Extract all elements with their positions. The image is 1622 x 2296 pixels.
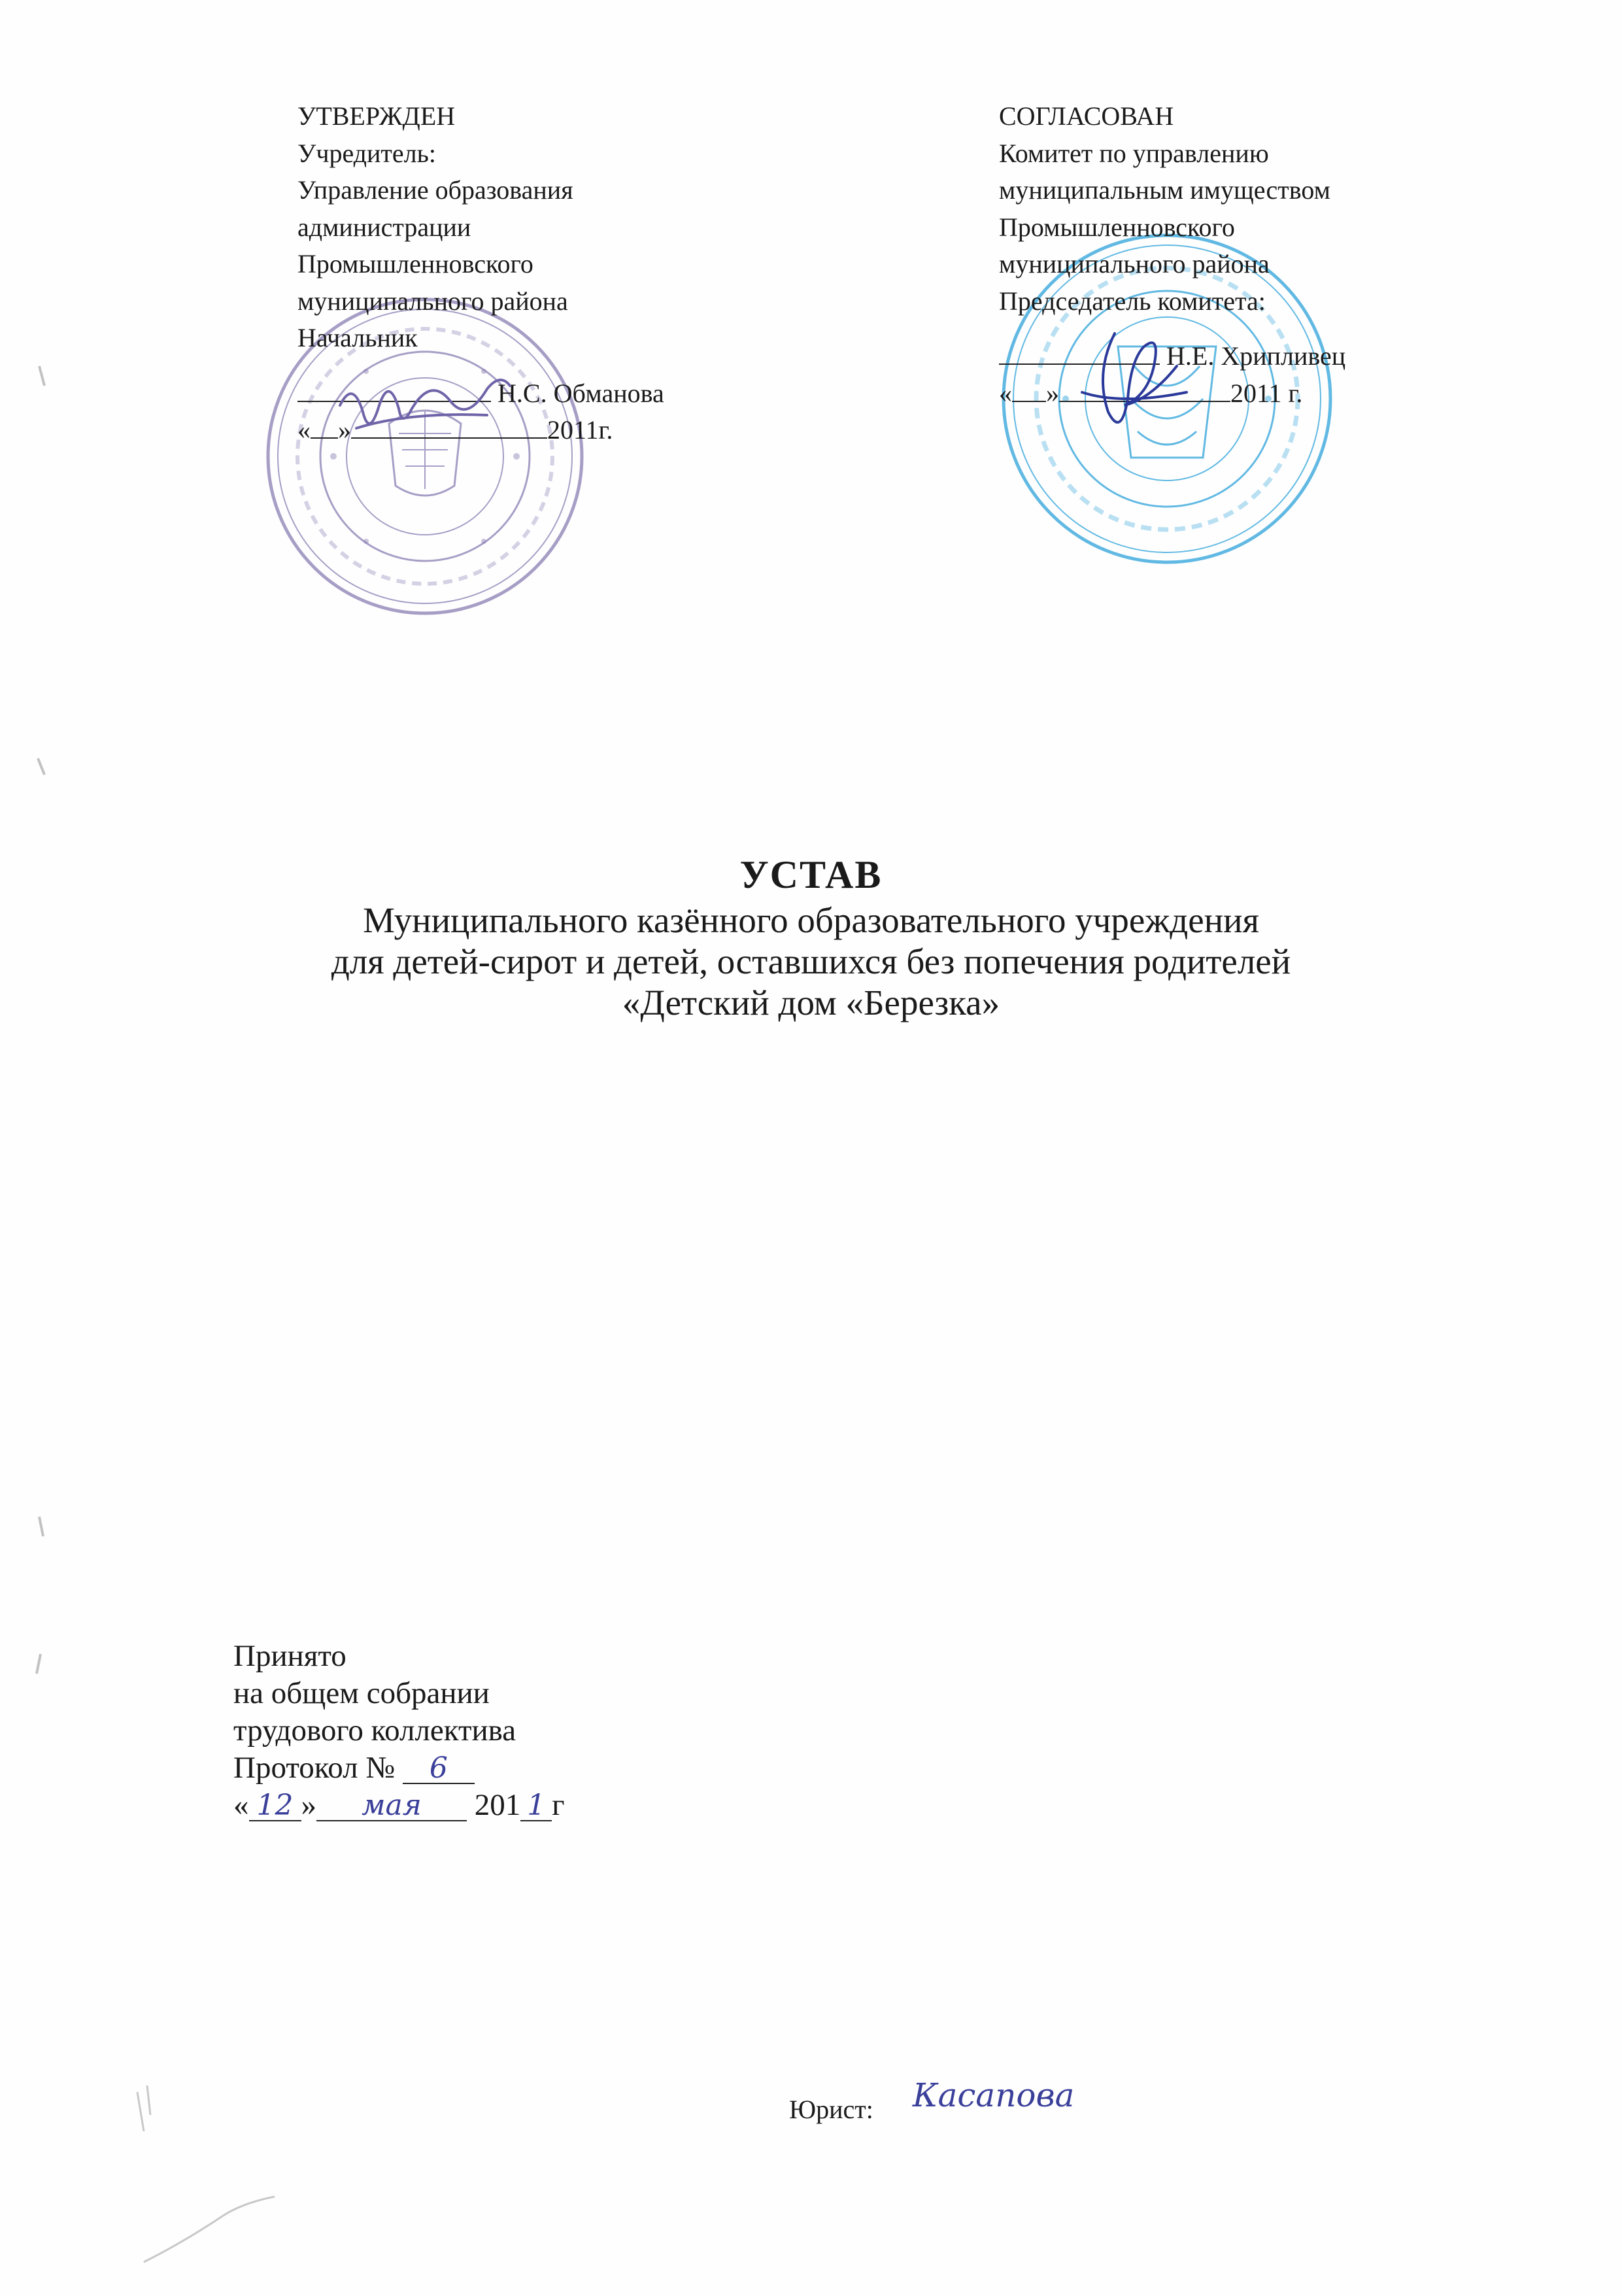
approval-org-line-2: администрации — [297, 212, 471, 242]
agreement-position: Председатель комитета: — [999, 286, 1266, 316]
approval-org-line-1: Управление образования — [297, 175, 573, 205]
agreement-signature-icon — [1069, 320, 1200, 445]
institution-name-line-1: Муниципального казённого образовательного учреждения — [363, 900, 1259, 940]
approval-org-line-4: муниципального района — [297, 286, 568, 316]
adoption-month-field — [316, 1789, 467, 1822]
approval-org-line-3: Промышленновского — [297, 249, 533, 279]
protocol-number: 6 — [429, 1751, 448, 1785]
lawyer-signature: Касаnoва — [912, 2076, 1075, 2114]
agreement-org-line-3: Промышленновского — [999, 212, 1235, 242]
approval-signature-icon — [330, 366, 520, 451]
protocol-row — [233, 1749, 565, 1787]
adoption-heading: Принято — [233, 1639, 346, 1673]
institution-name-line-3: «Детский дом «Березка» — [622, 983, 1000, 1022]
adoption-line-1: на общем собрании — [233, 1676, 490, 1710]
agreement-day-blank — [1012, 379, 1046, 402]
adoption-line-2: трудового коллектива — [233, 1714, 516, 1747]
agreement-org-line-2: муниципальным имуществом — [999, 175, 1330, 205]
institution-name-line-2: для детей-сирот и детей, оставшихся без попечения родителей — [331, 941, 1291, 981]
lawyer-block — [789, 2076, 1075, 2129]
approval-signer-name: Н.С. Обманова — [498, 378, 664, 408]
adoption-date-row: « 12 » мая 201 1 г — [233, 1788, 565, 1822]
approval-date-year: 2011г. — [547, 415, 613, 445]
protocol-label: Протокол № — [233, 1751, 396, 1785]
agreement-heading: СОГЛАСОВАН — [999, 101, 1174, 131]
protocol-number-field — [403, 1751, 475, 1785]
approval-founder-label: Учредитель: — [297, 138, 436, 168]
adoption-day-field — [249, 1789, 301, 1822]
adoption-year-field — [520, 1789, 552, 1822]
approval-position: Начальник — [297, 323, 418, 352]
approval-date-row: « » 2011г. — [297, 415, 613, 445]
scan-scribble-icon — [118, 2066, 288, 2282]
adoption-month: мая — [362, 1789, 422, 1822]
adoption-block — [233, 1638, 565, 1824]
adoption-day: 12 — [256, 1789, 294, 1822]
document-title-block — [0, 850, 1622, 1023]
adoption-year-suffix: 1 — [527, 1789, 546, 1822]
scan-edge-mark-icon — [26, 314, 52, 2144]
agreement-signer-name: Н.Е. Хрипливец — [1166, 341, 1346, 371]
approval-heading: УТВЕРЖДЕН — [297, 101, 456, 131]
lawyer-label: Юрист: — [789, 2095, 873, 2124]
adoption-year-unit: г — [552, 1788, 565, 1822]
agreement-org-line-4: муниципального района — [999, 249, 1270, 279]
adoption-year-prefix: 201 — [474, 1788, 521, 1822]
agreement-date-row: « » 2011 г. — [999, 378, 1303, 408]
agreement-org-line-1: Комитет по управлению — [999, 138, 1269, 168]
agreement-date-year: 2011 г. — [1230, 378, 1303, 408]
document-title: УСТАВ — [739, 853, 883, 896]
